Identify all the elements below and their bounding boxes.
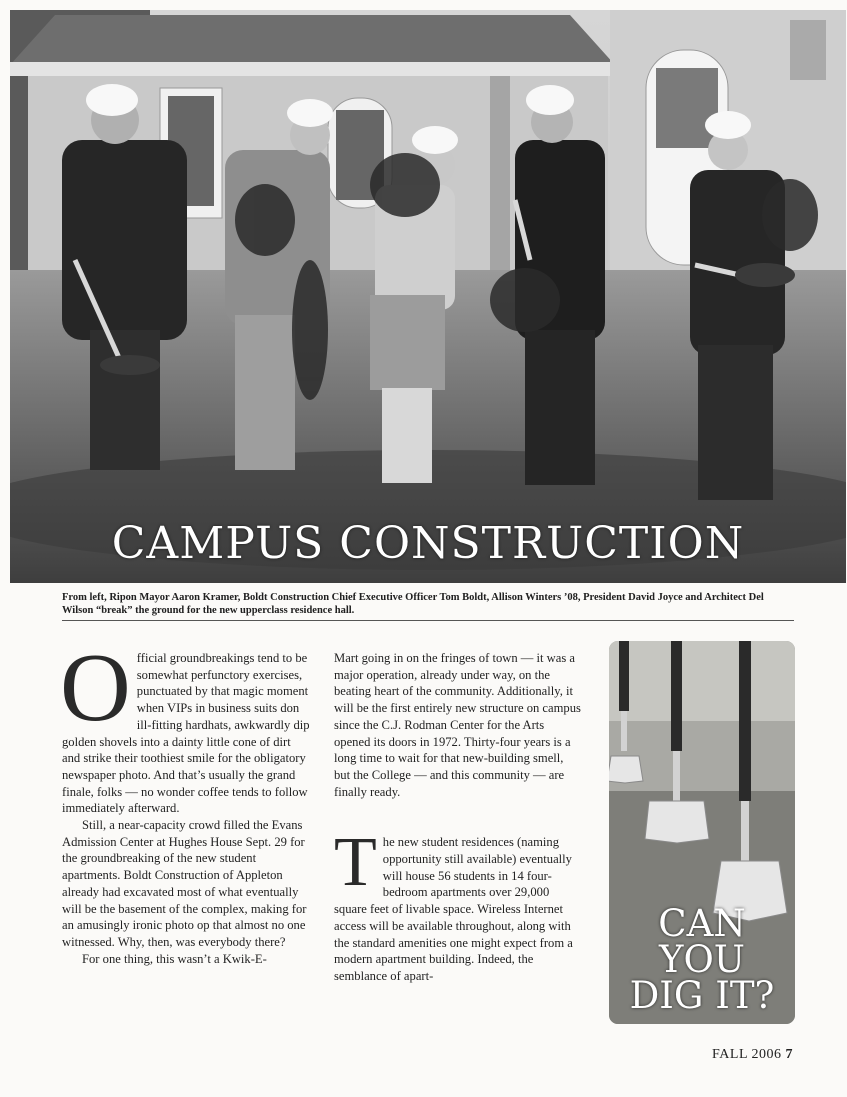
sidebar-title-line: DIG IT?: [629, 974, 775, 1017]
article-paragraph-4: Mart going in on the fringes of town — it was a major operation, already under way, on the beating heart of the community. Additionally, it will be the first entirely new structure on campus since the C.J. Rodman Center for the Arts opened its doors in 1972. Thirty-four years is a long time to wait for that new-building smell, but the College — and this community — are finally ready.: [334, 651, 581, 799]
article-paragraph-3: For one thing, this wasn’t a Kwik-E-: [82, 951, 267, 966]
article-paragraph-2: Still, a near-capacity crowd filled the Evans Admission Center at Hughes House Sept. 29 for the groundbreaking of the new student apartments. Boldt Construction of Appleton already had excavated most of what eventually will be the basement of the complex, making for an amusingly ironic photo op that almost no one witnessed. Why, then, was everybody there?: [62, 818, 307, 949]
groundbreaking-photo: [10, 10, 846, 583]
sidebar-title: [609, 902, 795, 1017]
paragraph-text: fficial groundbreakings tend to be somewhat perfunctory exercises, punctuated by that magic moment when VIPs in business suits don ill-fitting hardhats, awkwardly dip golden shovels into a dainty little cone of dirt and strike their toothiest smile for the obligatory newspaper photo. And that’s usually the grand finale, folks — no wonder coffee tends to follow immediately afterward.: [62, 651, 310, 816]
page-number: 7: [785, 1047, 793, 1062]
article-column-2: [334, 650, 582, 985]
article-paragraph-1: [60, 634, 310, 817]
can-you-dig-it-sidebar: [609, 641, 795, 1024]
paragraph-text: he new student residences (naming opportunity still available) eventually will house 56 students in 14 four-bedroom apartments over 29,000 square feet of livable space. Wireless Internet access will be available throughout, along with the standard amenities one might expect from a modern apartment building. Indeed, the semblance of apart-: [334, 835, 573, 983]
page-footer: [712, 1047, 793, 1063]
sidebar-title-line: YOU: [659, 938, 745, 981]
page-headline: CAMPUS CONSTRUCTION: [111, 518, 745, 569]
article-column-1: [60, 634, 310, 967]
caption-divider: [62, 620, 794, 621]
drop-cap: T: [334, 824, 377, 902]
photo-caption: From left, Ripon Mayor Aaron Kramer, Boldt Construction Chief Executive Officer Tom Boldt, Allison Winters ’08, President David Joyce and Architect Del Wilson “break” the ground for the new upperclass residence hall.: [62, 592, 764, 616]
drop-cap: O: [60, 634, 131, 742]
photo-illustration: [10, 10, 846, 583]
article-paragraph-5: [334, 824, 582, 984]
sidebar-title-line: CAN: [658, 902, 746, 945]
issue-label: FALL 2006: [712, 1047, 782, 1062]
